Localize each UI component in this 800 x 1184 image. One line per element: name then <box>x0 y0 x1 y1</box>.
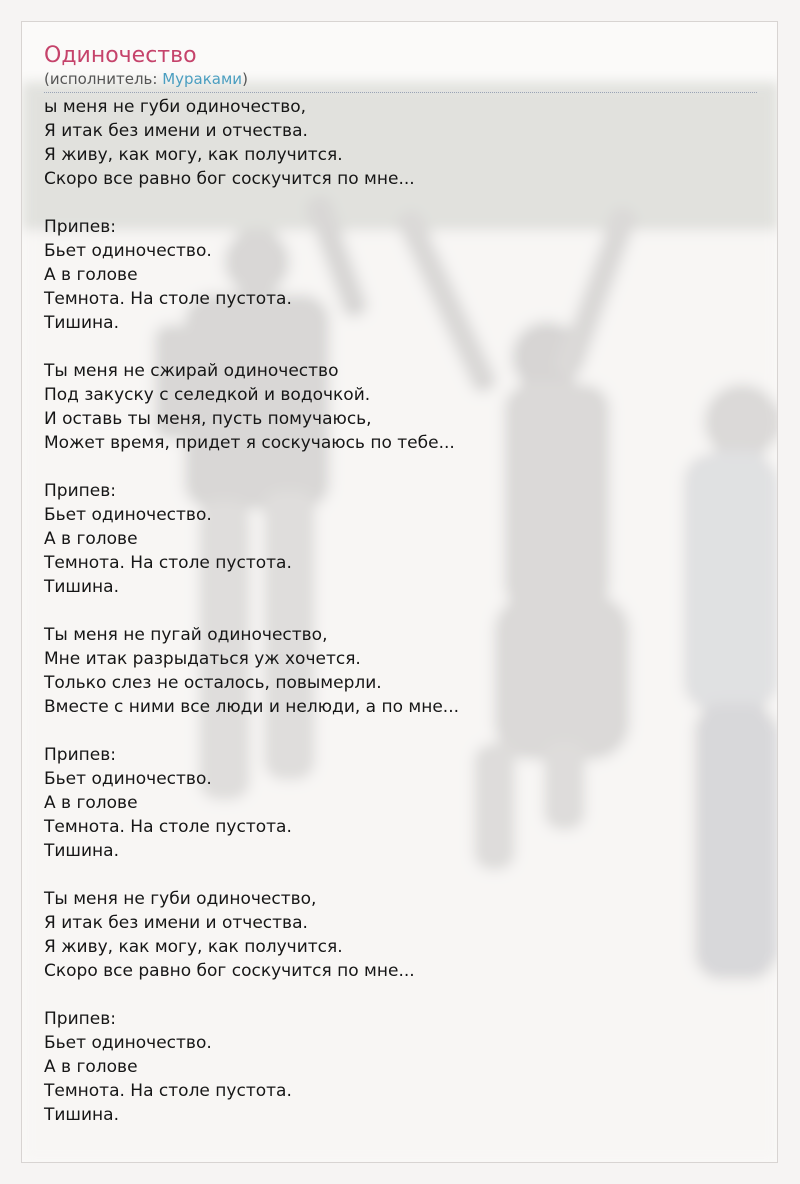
lyric-line: Я живу, как могу, как получится. <box>44 145 343 165</box>
lyric-line: Темнота. На столе пустота. <box>44 817 292 837</box>
lyric-line: Припев: <box>44 217 116 237</box>
lyric-line: Тишина. <box>44 313 119 333</box>
lyric-line: Может время, придет я соскучаюсь по тебе... <box>44 433 455 453</box>
lyric-line: ы меня не губи одиночество, <box>44 97 307 117</box>
performer-suffix: ) <box>242 70 248 88</box>
lyric-line: Мне итак разрыдаться уж хочется. <box>44 649 361 669</box>
lyric-line <box>44 335 757 359</box>
lyric-line: Припев: <box>44 1009 116 1029</box>
lyric-line: Я итак без имени и отчества. <box>44 913 308 933</box>
lyric-line <box>44 863 757 887</box>
song-title: Одиночество <box>44 43 197 68</box>
lyric-line: Бьет одиночество. <box>44 241 212 261</box>
lyric-line: Бьет одиночество. <box>44 505 212 525</box>
lyric-line: Скоро все равно бог соскучится по мне... <box>44 169 415 189</box>
lyric-line: Я итак без имени и отчества. <box>44 121 308 141</box>
lyric-line: Только слез не осталось, повымерли. <box>44 673 382 693</box>
lyric-line: Тишина. <box>44 577 119 597</box>
lyric-line <box>44 455 757 479</box>
lyrics-card <box>21 21 778 1163</box>
performer-line <box>44 70 757 93</box>
lyric-line: А в голове <box>44 1057 138 1077</box>
lyric-line: Припев: <box>44 745 116 765</box>
lyric-line <box>44 599 757 623</box>
lyric-line: Бьет одиночество. <box>44 1033 212 1053</box>
lyric-line: Я живу, как могу, как получится. <box>44 937 343 957</box>
lyric-line: Темнота. На столе пустота. <box>44 553 292 573</box>
lyric-line: И оставь ты меня, пусть помучаюсь, <box>44 409 372 429</box>
lyric-line: Тишина. <box>44 841 119 861</box>
lyric-line: Под закуску с селедкой и водочкой. <box>44 385 371 405</box>
lyric-line <box>44 983 757 1007</box>
lyrics-content <box>44 42 757 1127</box>
lyric-line: Ты меня не пугай одиночество, <box>44 625 328 645</box>
lyric-line: Ты меня не сжирай одиночество <box>44 361 339 381</box>
artist-link[interactable]: Мураками <box>162 70 243 88</box>
lyric-line: А в голове <box>44 529 138 549</box>
lyric-line: Вместе с ними все люди и нелюди, а по мне... <box>44 697 460 717</box>
lyrics-text <box>44 93 757 1127</box>
lyric-line: Бьет одиночество. <box>44 769 212 789</box>
lyric-line <box>44 719 757 743</box>
lyric-line: Тишина. <box>44 1105 119 1125</box>
lyric-line: А в голове <box>44 265 138 285</box>
lyric-line: Скоро все равно бог соскучится по мне... <box>44 961 415 981</box>
lyric-line: Темнота. На столе пустота. <box>44 1081 292 1101</box>
lyric-line <box>44 191 757 215</box>
lyric-line: Темнота. На столе пустота. <box>44 289 292 309</box>
lyric-line: Припев: <box>44 481 116 501</box>
lyric-line: Ты меня не губи одиночество, <box>44 889 317 909</box>
lyric-line: А в голове <box>44 793 138 813</box>
performer-prefix: (исполнитель: <box>44 70 163 88</box>
